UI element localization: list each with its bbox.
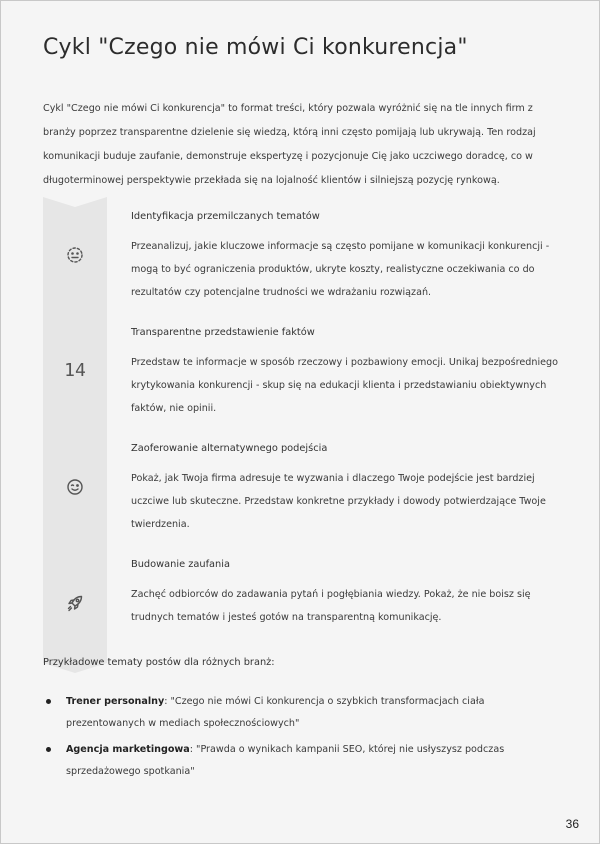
step-title: Identyfikacja przemilczanych tematów <box>131 211 320 222</box>
face-scan-icon <box>63 243 87 267</box>
examples-list <box>43 691 523 783</box>
list-item <box>43 691 523 735</box>
bullet-icon <box>46 747 51 752</box>
examples-heading: Przykładowe tematy postów dla różnych branż: <box>43 657 275 668</box>
step-description: Pokaż, jak Twoja firma adresuje te wyzwania i dlaczego Twoje podejście jest bardziej uczciwe lub skuteczne. Przedstaw konkretne przykłady i dowody potwierdzające Twoje twierdzenia. <box>131 473 546 530</box>
step-description: Przeanalizuj, jakie kluczowe informacje są często pomijane w komunikacji konkurencji - mogą to być ograniczenia produktów, ukryte koszty, realistyczne oczekiwania co do rezultatów czy potencjalne trudności we wdrażaniu rozwiązań. <box>131 241 550 298</box>
step-description: Przedstaw te informacje w sposób rzeczowy i pozbawiony emocji. Unikaj bezpośredniego krytykowania konkurencji - skup się na edukacji klienta i przedstawianiu obiektywnych faktów, nie opinii. <box>131 357 558 414</box>
step-description: Zachęć odbiorców do zadawania pytań i pogłębiania wiedzy. Pokaż, że nie boisz się trudnych tematów i jesteś gotów na transparentną komunikację. <box>131 589 531 623</box>
example-text: : "Prawda o wynikach kampanii SEO, której nie usłyszysz podczas sprzedażowego spotkania" <box>66 744 505 777</box>
step-title: Budowanie zaufania <box>131 559 230 570</box>
number-14-icon: 14 <box>64 360 86 381</box>
step-1 <box>43 197 563 313</box>
step-title: Transparentne przedstawienie faktów <box>131 327 315 338</box>
step-3 <box>43 429 563 545</box>
page-number: 36 <box>565 817 579 831</box>
step-4 <box>43 545 563 661</box>
rocket-icon <box>63 591 87 615</box>
bullet-icon <box>46 699 51 704</box>
example-label: Trener personalny <box>66 696 165 707</box>
steps-list <box>43 197 563 661</box>
list-item <box>43 739 523 783</box>
face-wink-icon <box>63 475 87 499</box>
step-title: Zaoferowanie alternatywnego podejścia <box>131 443 328 454</box>
example-label: Agencja marketingowa <box>66 744 190 755</box>
intro-paragraph: Cykl "Czego nie mówi Ci konkurencja" to format treści, który pozwala wyróżnić się na tle innych firm z branży poprzez transparentne dzielenie się wiedzą, którą inni często pomijają lub ukrywają. Ten rodzaj komunikacji buduje zaufanie, demonstruje ekspertyzę i pozycjonuje Cię jako uczciwego doradcę, co w długoterminowej perspektywie przekłada się na lojalność klientów i silniejszą pozycję rynkową. <box>43 103 536 186</box>
step-2 <box>43 313 563 429</box>
page-title: Cykl "Czego nie mówi Ci konkurencja" <box>43 35 468 60</box>
example-text: : "Czego nie mówi Ci konkurencja o szybkich transformacjach ciała prezentowanych w mediach społecznościowych" <box>66 696 485 729</box>
